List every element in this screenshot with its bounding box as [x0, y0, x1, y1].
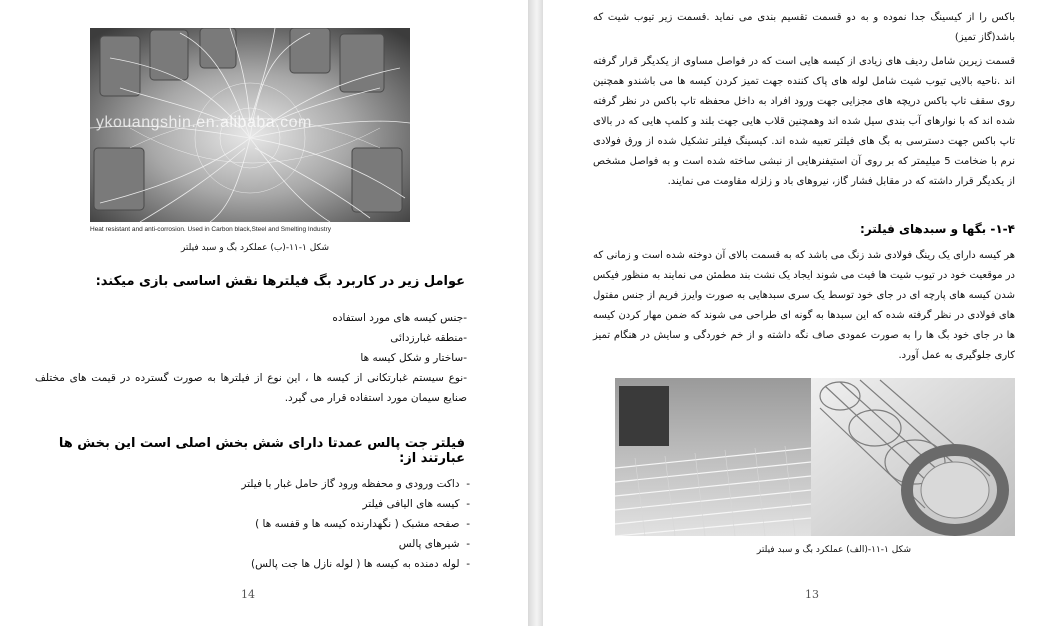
figure-caption-b: شکل ۱-۱۱-(ب) عملکرد بگ و سبد فیلتر — [180, 243, 330, 253]
filter-wires-photo — [90, 28, 410, 222]
factors-heading: عوامل زیر در کاربرد بگ فیلترها نقش اساسی بازی میکند: — [95, 274, 465, 289]
list-item: - کیسه های الیافی فیلتر — [362, 498, 470, 510]
filter-cages-photo — [615, 378, 1015, 536]
parts-heading: فیلتر جت پالس عمدتا دارای شش بخش اصلی است این بخش ها عبارتند از: — [58, 436, 465, 466]
page-number-right: 13 — [805, 588, 819, 601]
list-item: - لوله دمنده به کیسه ها ( لوله نازل ها جت پالس) — [251, 558, 470, 570]
watermark-text: ykouangshin.en.alibaba.com — [96, 114, 312, 131]
main-paragraph: قسمت زیرین شامل ردیف های زیادی از کیسه هایی است که در فواصل مساوی از یکدیگر قرار گرفته اند .ناحیه بالایی تیوب شیت شامل لوله های پاک کننده جهت تمیز کردن کیسه ها می باشندو همچنین روی سقف تاپ باکس دریچه های مجزایی جهت ورود افراد به داخل محفظه تاپ باکس در نظر گرفته شده اند که با نوارهای آب بندی سیل شده اند وهمچنین قلاب هایی جهت بلند و کلمپ هایی که در بالای تاپ باکس جهت دسترسی به بگ های فیلتر تعبیه شده اند. کیسینگ فیلتر تشکیل شده از ورق فولادی نرم با ضخامت 5 میلیمتر که بر روی آن استیفنرهایی از نبشی ساخته شده است و به فواصل مشخص از یکدیگر قرار داشته که در مقابل فشار گاز، نیروهای باد و زلزله مقاومت می نمایند. — [593, 56, 1015, 187]
list-item: -ساختار و شکل کیسه ها — [360, 352, 467, 364]
list-item: -منطقه غبارزدائی — [390, 332, 467, 344]
figure-english-caption: Heat resistant and anti-corrosion. Used in Carbon black,Steel and Smelting Industry — [90, 226, 331, 233]
intro-paragraph: باکس را از کیسینگ جدا نموده و به دو قسمت تقسیم بندی می نماید .قسمت زیر تیوب شیت که باشد(گاز تمیز) — [593, 12, 1015, 43]
parts-list — [40, 474, 470, 574]
filter-cages-illustration — [615, 378, 1015, 536]
section-paragraph: هر کیسه دارای یک رینگ فولادی شد زنگ می باشد که به قسمت بالای آن دوخته شده است و زمانی که در موقعیت خود در تیوب شیت ها فیت می شوند ایجاد یک نشت بند مطمئن می نمایند به منظور فیکس شدن کیسه های پارچه ای در جای خود توسط یک سری سبدهایی به صورت وایرز فریم از جنس مفتول های فولادی در نظر گرفته شده که این سبدها به گونه ای طراحی می شوند که ضمن مهار کردن کیسه ها در جای خود بگ ها را به صورت عمودی صاف نگه داشته و از خم خوردگی و سایش در هنگام تمیز کاری جلوگیری به عمل آورد. — [593, 250, 1015, 361]
figure-caption-a: شکل ۱-۱۱-(الف) عملکرد بگ و سبد فیلتر — [756, 545, 912, 555]
page-number-left: 14 — [241, 588, 255, 601]
factors-list — [35, 308, 467, 408]
list-item: - صفحه مشبک ( نگهدارنده کیسه ها و قفسه ها ) — [255, 518, 470, 530]
list-item: -نوع سیستم غبارتکانی از کیسه ها ، این نوع از فیلترها به صورت گسترده در قیمت های مختلف صنایع سیمان مورد استفاده قرار می گیرد. — [35, 372, 467, 404]
right-page — [543, 0, 1050, 626]
list-item: - داکت ورودی و محفظه ورود گاز حامل غبار با فیلتر — [241, 478, 470, 490]
book-gutter — [528, 0, 543, 626]
list-item: -جنس کیسه های مورد استفاده — [332, 312, 467, 324]
list-item: - شیرهای پالس — [398, 538, 470, 550]
section-heading: ۱-۴- بگها و سبدهای فیلتر: — [860, 222, 1015, 236]
